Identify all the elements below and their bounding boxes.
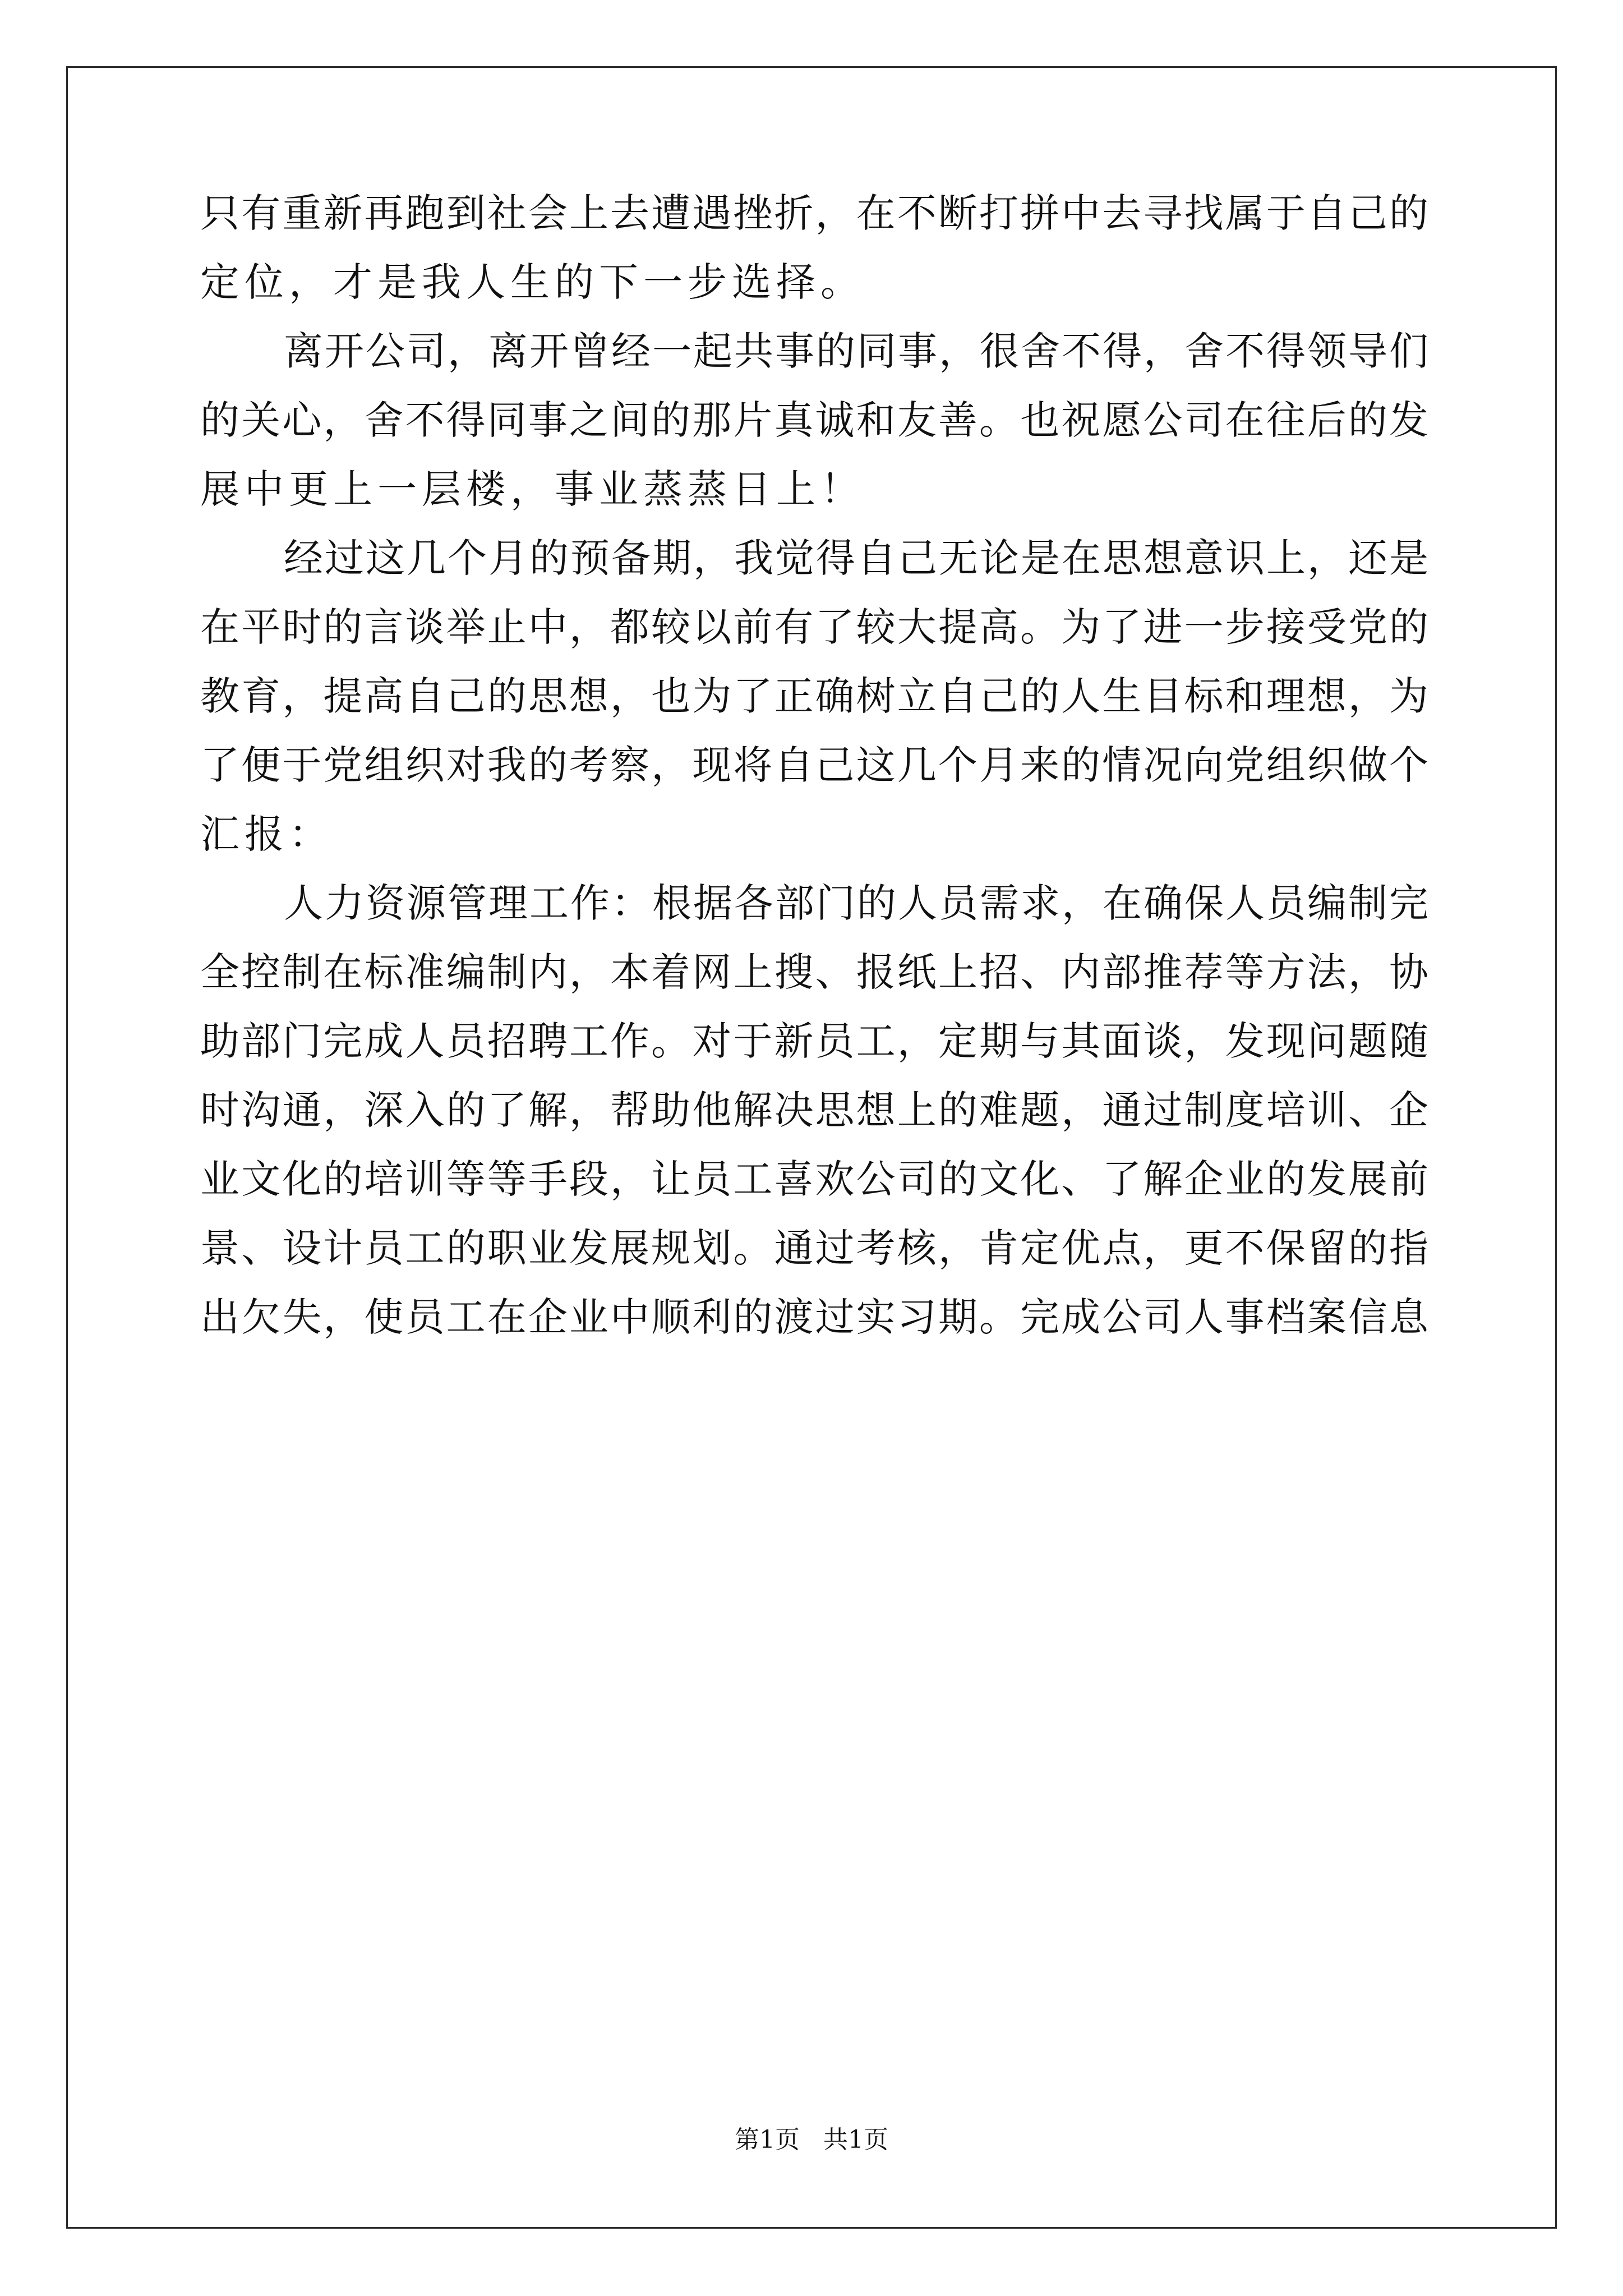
text-line: 全控制在标准编制内，本着网上搜、报纸上招、内部推荐等方法，协 <box>200 949 1428 995</box>
text-line: 只有重新再跑到社会上去遭遇挫折，在不断打拼中去寻找属于自己的 <box>200 190 1428 236</box>
text-line: 景、设计员工的职业发展规划。通过考核，肯定优点，更不保留的指 <box>200 1225 1428 1271</box>
text-line: 定位，才是我人生的下一步选择。 <box>200 259 865 305</box>
text-line: 展中更上一层楼，事业蒸蒸日上！ <box>200 466 865 512</box>
text-line: 在平时的言谈举止中，都较以前有了较大提高。为了进一步接受党的 <box>200 604 1428 650</box>
text-line: 出欠失，使员工在企业中顺利的渡过实习期。完成公司人事档案信息 <box>200 1294 1428 1340</box>
footer-spacer <box>800 2125 823 2154</box>
text-line: 汇报： <box>200 811 333 857</box>
text-line: 经过这几个月的预备期，我觉得自己无论是在思想意识上，还是 <box>284 535 1428 581</box>
page-total: 共1页 <box>823 2125 888 2154</box>
text-line: 人力资源管理工作：根据各部门的人员需求，在确保人员编制完 <box>284 880 1428 926</box>
text-line: 了便于党组织对我的考察，现将自己这几个月来的情况向党组织做个 <box>200 742 1428 788</box>
text-line: 时沟通，深入的了解，帮助他解决思想上的难题，通过制度培训、企 <box>200 1087 1428 1133</box>
text-line: 的关心，舍不得同事之间的那片真诚和友善。也祝愿公司在往后的发 <box>200 397 1428 443</box>
page-footer <box>0 2120 1623 2160</box>
text-line: 离开公司，离开曾经一起共事的同事，很舍不得，舍不得领导们 <box>284 328 1428 374</box>
text-line: 助部门完成人员招聘工作。对于新员工，定期与其面谈，发现问题随 <box>200 1018 1428 1064</box>
text-line: 业文化的培训等等手段，让员工喜欢公司的文化、了解企业的发展前 <box>200 1156 1428 1202</box>
page-number: 第1页 <box>735 2125 800 2154</box>
text-line: 教育，提高自己的思想，也为了正确树立自己的人生目标和理想，为 <box>200 673 1428 719</box>
